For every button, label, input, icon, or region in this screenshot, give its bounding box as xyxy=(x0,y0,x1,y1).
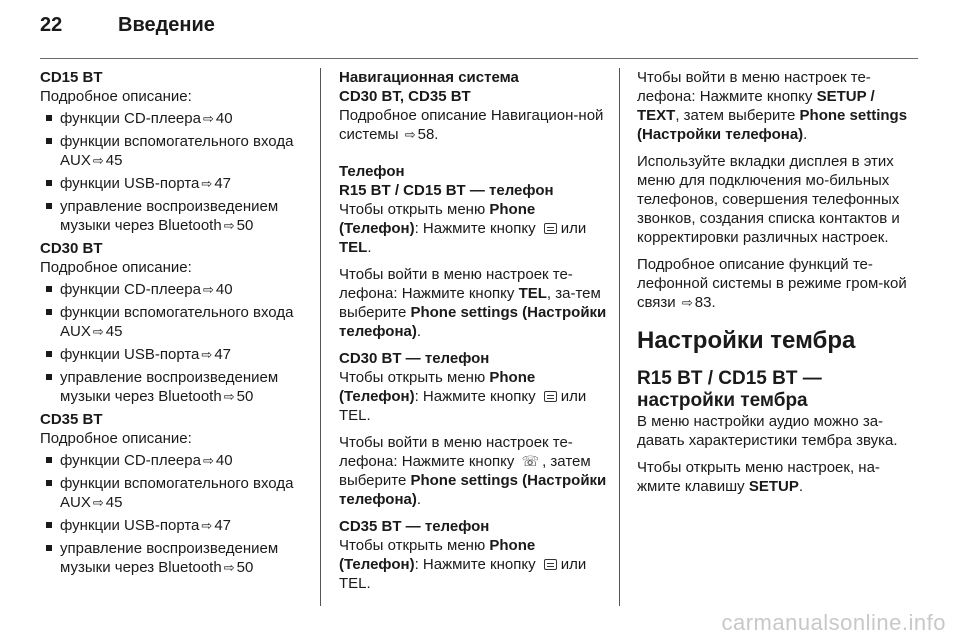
list-item-text: функции вспомогательного входа AUX xyxy=(60,475,294,511)
bullet-square-icon xyxy=(46,457,52,463)
bullet-square-icon xyxy=(46,115,52,121)
column-2 xyxy=(339,68,607,601)
list-item-text: функции CD-плеера xyxy=(60,110,201,127)
list-item xyxy=(40,280,302,299)
page-ref[interactable]: 47 xyxy=(214,175,231,192)
section-intro: Подробное описание: xyxy=(40,88,192,105)
nav-models: CD30 BT, CD35 BT xyxy=(339,88,471,105)
r15-settings-paragraph: Чтобы войти в меню настроек те-лефона: Нажмите кнопку TEL, за-тем выберите Phone settings (Настройки телефона). xyxy=(339,266,607,340)
page-ref-icon: ⇨ xyxy=(202,282,214,297)
r15-open-paragraph: Чтобы открыть меню Phone (Телефон): Нажмите кнопку или TEL. xyxy=(339,201,587,256)
cd35-open-paragraph: Чтобы открыть меню Phone (Телефон): Нажмите кнопку или TEL. xyxy=(339,537,587,592)
page-ref-icon: ⇨ xyxy=(202,111,214,126)
bullet-square-icon xyxy=(46,138,52,144)
phone-key-icon xyxy=(544,559,557,570)
model-section xyxy=(40,68,302,235)
cd30-open-paragraph: Чтобы открыть меню Phone (Телефон): Нажмите кнопку или TEL. xyxy=(339,369,587,424)
column-divider-1 xyxy=(320,68,321,606)
page-ref[interactable]: 45 xyxy=(105,152,123,169)
bullet-square-icon xyxy=(46,545,52,551)
page-header xyxy=(40,14,215,46)
list-item xyxy=(40,516,302,535)
tabs-paragraph: Используйте вкладки дисплея в этих меню для подключения мо-бильных телефонов, совершения телефонных звонков, создания списка контактов и корректировки различных настроек. xyxy=(637,153,900,246)
header-rule xyxy=(40,58,918,59)
list-item-text: функции вспомогательного входа AUX xyxy=(60,304,294,340)
page-title: Введение xyxy=(118,14,215,36)
r15-phone-heading: R15 BT / CD15 BT — телефон xyxy=(339,182,554,199)
page-ref-icon: ⇨ xyxy=(681,295,693,310)
list-item-text: функции вспомогательного входа AUX xyxy=(60,133,294,169)
list-item xyxy=(40,109,302,128)
list-item xyxy=(40,474,302,512)
page-ref[interactable]: 40 xyxy=(215,281,233,298)
list-item xyxy=(40,303,302,341)
list-item-text: функции USB-порта xyxy=(60,346,200,363)
page-ref[interactable]: 47 xyxy=(214,517,231,534)
list-item xyxy=(40,197,302,235)
page-ref[interactable]: 50 xyxy=(236,559,254,576)
bullet-square-icon xyxy=(46,203,52,209)
cd30-phone-heading: CD30 BT — телефон xyxy=(339,350,490,367)
tone-settings-heading: Настройки тембра xyxy=(637,327,856,354)
list-item xyxy=(40,174,302,193)
model-section xyxy=(40,239,302,406)
page-ref-icon: ⇨ xyxy=(223,560,235,575)
nav-heading: Навигационная система xyxy=(339,69,519,86)
page-ref-icon: ⇨ xyxy=(201,176,213,191)
page-ref-icon: ⇨ xyxy=(92,324,104,339)
column-divider-2 xyxy=(619,68,620,606)
bullet-square-icon xyxy=(46,351,52,357)
tone-settings-subheading: R15 BT / CD15 BT — настройки тембра xyxy=(637,368,822,411)
cd30-settings-paragraph: Чтобы войти в меню настроек те-лефона: Нажмите кнопку ☏ , затем выберите Phone settings (Настройки телефона). xyxy=(339,434,607,508)
bullet-square-icon xyxy=(46,480,52,486)
cd35-phone-heading: CD35 BT — телефон xyxy=(339,518,490,535)
page-number: 22 xyxy=(40,14,63,36)
bullet-square-icon xyxy=(46,180,52,186)
bullet-square-icon xyxy=(46,309,52,315)
bullet-square-icon xyxy=(46,522,52,528)
list-item-text: функции USB-порта xyxy=(60,517,200,534)
page-ref-icon: ⇨ xyxy=(201,518,213,533)
page-ref[interactable]: 50 xyxy=(236,388,254,405)
list-item xyxy=(40,368,302,406)
list-item-text: управление воспроизведением музыки через Bluetooth xyxy=(60,540,279,576)
feature-list xyxy=(40,451,302,577)
nav-text: Подробное описание Навигацион-ной системы xyxy=(339,107,604,143)
page-ref-icon: ⇨ xyxy=(223,389,235,404)
model-section xyxy=(40,410,302,577)
list-item-text: функции CD-плеера xyxy=(60,281,201,298)
page-ref-icon: ⇨ xyxy=(92,495,104,510)
setup-key-paragraph: Чтобы открыть меню настроек, на-жмите клавишу SETUP. xyxy=(637,459,880,495)
list-item xyxy=(40,539,302,577)
setup-paragraph: Чтобы войти в меню настроек те-лефона: Нажмите кнопку SETUP / TEXT, затем выберите Phone settings (Настройки телефона). xyxy=(637,69,908,143)
page-ref-icon: ⇨ xyxy=(92,153,104,168)
page-ref[interactable]: 40 xyxy=(215,452,233,469)
feature-list xyxy=(40,280,302,406)
list-item-text: управление воспроизведением музыки через Bluetooth xyxy=(60,198,279,234)
handsfree-paragraph: Подробное описание функций те-лефонной системы в режиме гром-кой связи ⇨ 83. xyxy=(637,256,907,311)
list-item-text: функции USB-порта xyxy=(60,175,200,192)
list-item xyxy=(40,132,302,170)
page-ref[interactable]: 47 xyxy=(214,346,231,363)
column-1 xyxy=(40,68,302,581)
page-ref-icon: ⇨ xyxy=(223,218,235,233)
model-heading: CD15 BT xyxy=(40,69,103,86)
list-item xyxy=(40,345,302,364)
page-ref[interactable]: 40 xyxy=(215,110,233,127)
model-heading: CD30 BT xyxy=(40,240,103,257)
page-ref-icon: ⇨ xyxy=(201,347,213,362)
phone-heading: Телефон xyxy=(339,163,405,180)
handsfree-ref[interactable]: 83. xyxy=(694,294,716,311)
section-intro: Подробное описание: xyxy=(40,430,192,447)
nav-paragraph xyxy=(339,106,607,144)
page-ref-icon: ⇨ xyxy=(404,127,416,142)
list-item xyxy=(40,451,302,470)
nav-ref[interactable]: 58. xyxy=(417,126,439,143)
bullet-square-icon xyxy=(46,374,52,380)
watermark: carmanualsonline.info xyxy=(721,610,946,635)
page-ref-icon: ⇨ xyxy=(202,453,214,468)
list-item-text: управление воспроизведением музыки через Bluetooth xyxy=(60,369,279,405)
phone-key-icon xyxy=(544,223,557,234)
phone-key-icon xyxy=(544,391,557,402)
page-ref[interactable]: 50 xyxy=(236,217,254,234)
col1-sections xyxy=(40,68,302,577)
list-item-text: функции CD-плеера xyxy=(60,452,201,469)
feature-list xyxy=(40,109,302,235)
bullet-square-icon xyxy=(46,286,52,292)
column-3 xyxy=(637,68,920,504)
section-intro: Подробное описание: xyxy=(40,259,192,276)
tone-paragraph: В меню настройки аудио можно за-давать характеристики тембра звука. xyxy=(637,413,898,449)
page-ref[interactable]: 45 xyxy=(105,323,123,340)
model-heading: CD35 BT xyxy=(40,411,103,428)
page-ref[interactable]: 45 xyxy=(105,494,123,511)
phone-settings-key-icon: ☏ xyxy=(521,453,540,469)
